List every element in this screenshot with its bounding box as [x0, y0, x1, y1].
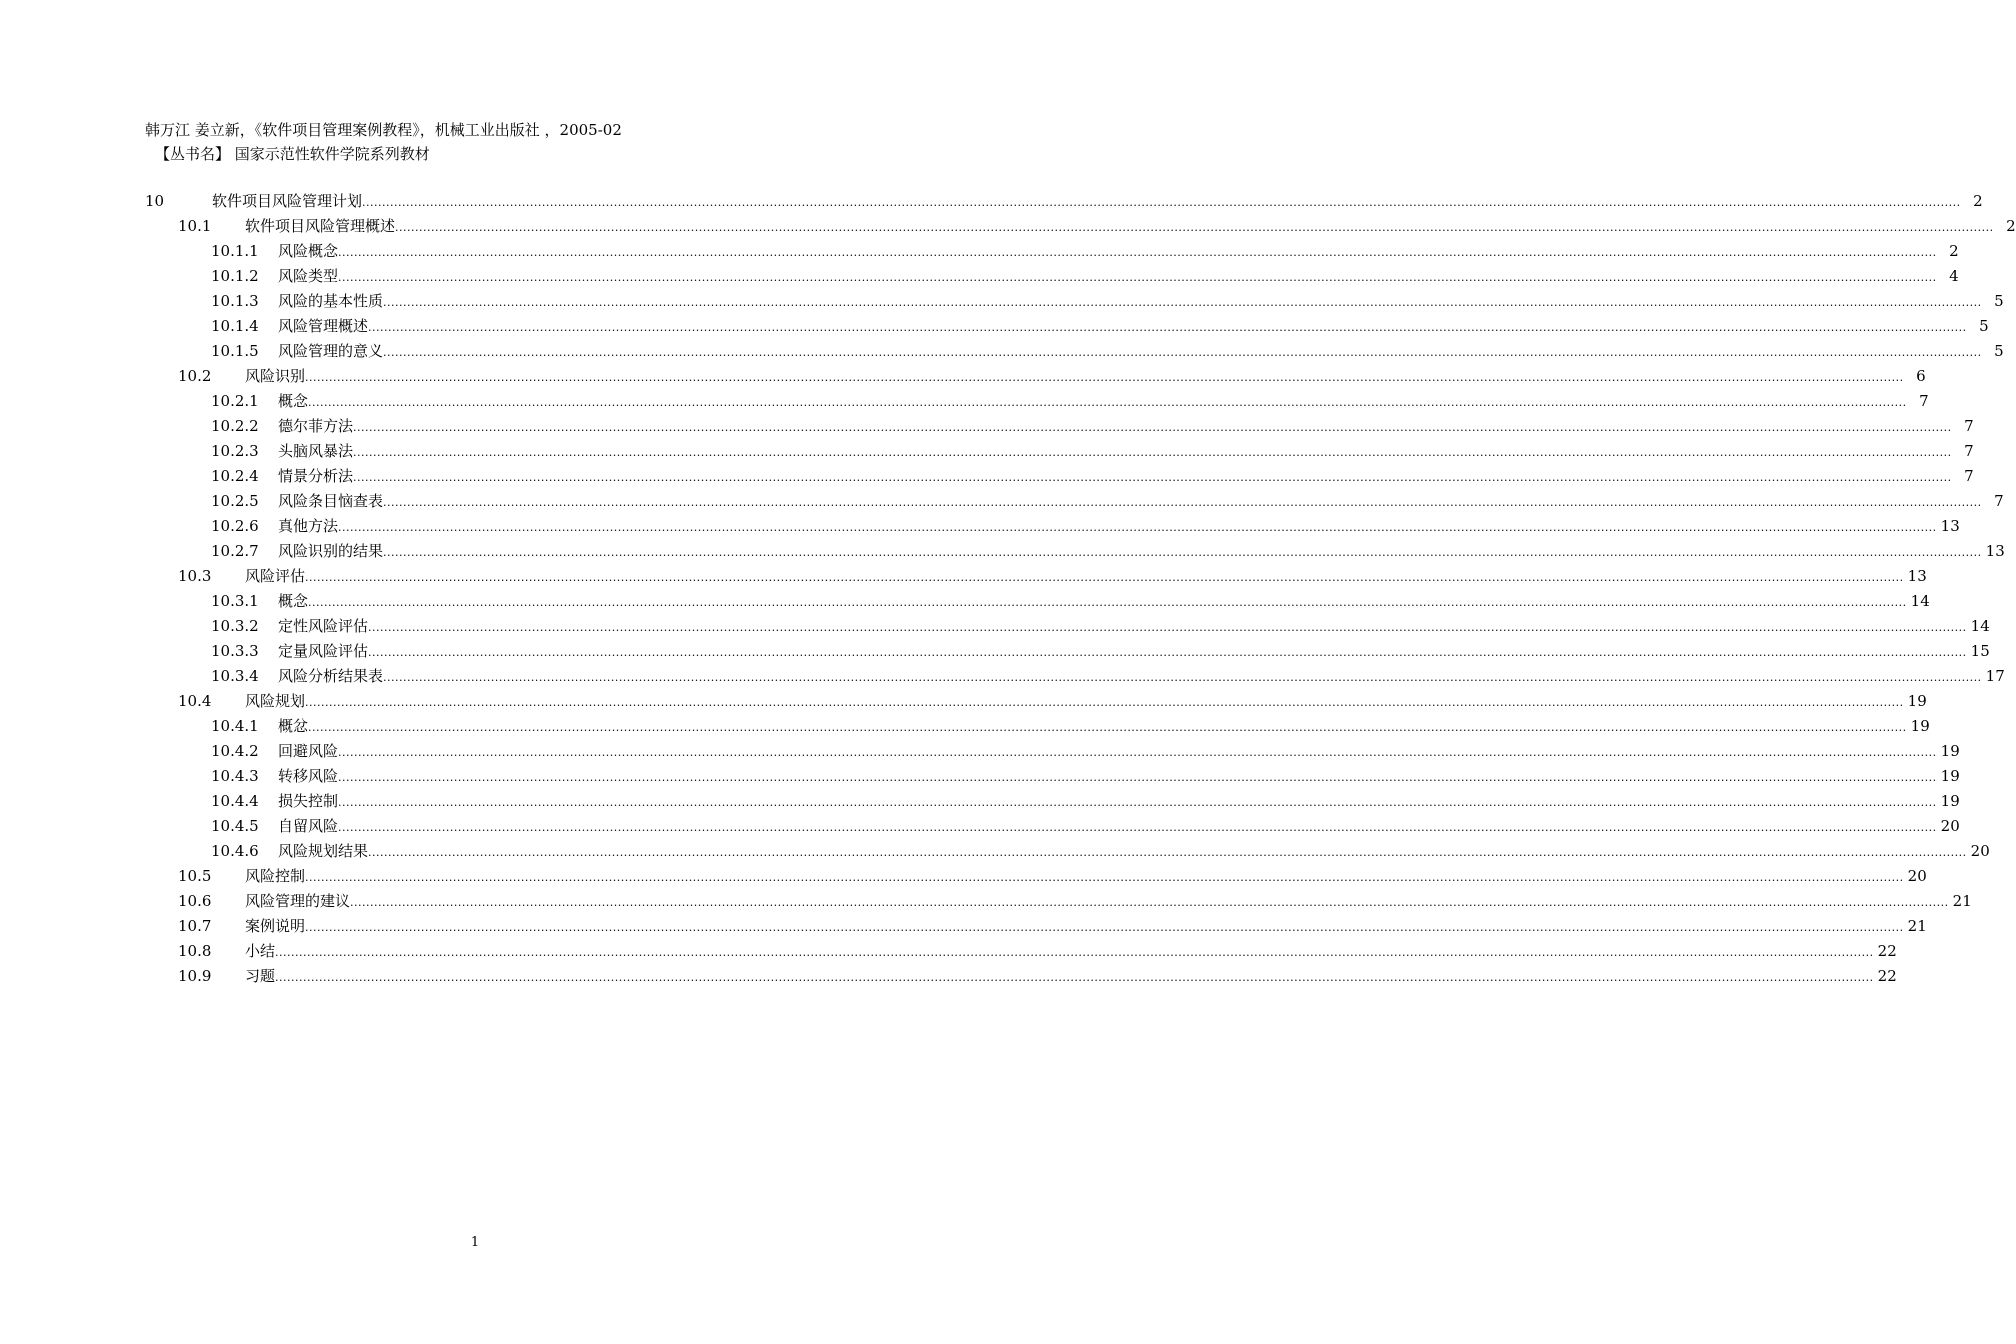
toc-entry[interactable] [145, 364, 1926, 389]
toc-entry[interactable] [145, 789, 1960, 814]
toc-entry-page: 7 [1994, 492, 2004, 510]
toc-entry[interactable] [145, 964, 1897, 989]
toc-entry-number: 10.7 [178, 917, 212, 935]
dot-leader: ................................................................................................................................................................................................................................................................................................................................................................................................................ [338, 271, 1937, 284]
series-line: 【丛书名】 国家示范性软件学院系列教材 [155, 145, 430, 163]
toc-entry-title: 自留风险 [278, 817, 339, 835]
toc-entry-page: 6 [1916, 367, 1926, 385]
toc-entry-number: 10.9 [178, 967, 212, 985]
dot-leader: ................................................................................................................................................................................................................................................................................................................................................................................................................ [308, 396, 1907, 409]
toc-entry[interactable] [145, 589, 1930, 614]
toc-entry-page: 15 [1970, 642, 1990, 660]
toc-entry[interactable] [145, 739, 1960, 764]
toc-entry-number: 10.1.4 [211, 317, 259, 335]
toc-entry-title: 风险评估 [245, 567, 306, 585]
toc-entry-title: 风险条目恼查表 [278, 492, 384, 510]
toc-entry-title: 风险的基本性质 [278, 292, 384, 310]
toc-entry-page: 7 [1964, 467, 1974, 485]
toc-entry[interactable] [145, 689, 1927, 714]
toc-entry-title: 概忿 [278, 717, 309, 735]
toc-entry-page: 14 [1910, 592, 1930, 610]
toc-entry-title: 风险管理概述 [278, 317, 369, 335]
toc-entry-page: 2 [1973, 192, 1983, 210]
toc-entry-number: 10.2.7 [211, 542, 259, 560]
dot-leader: ................................................................................................................................................................................................................................................................................................................................................................................................................ [338, 746, 1937, 759]
toc-entry[interactable] [145, 889, 1972, 914]
dot-leader: ................................................................................................................................................................................................................................................................................................................................................................................................................ [368, 646, 1967, 659]
toc-entry-number: 10.3.2 [211, 617, 259, 635]
toc-entry-number: 10.3.4 [211, 667, 259, 685]
toc-entry-page: 13 [1907, 567, 1927, 585]
toc-entry-page: 2 [2006, 217, 2016, 235]
document-header [145, 118, 622, 166]
table-of-contents [145, 189, 2016, 989]
toc-entry[interactable] [145, 214, 2016, 239]
toc-entry-number: 10.2.6 [211, 517, 259, 535]
toc-entry[interactable] [145, 714, 1930, 739]
toc-entry-number: 10.3.3 [211, 642, 259, 660]
toc-entry-number: 10.1.5 [211, 342, 259, 360]
toc-entry-title: 概念 [278, 592, 309, 610]
toc-entry-title: 风险规划结果 [278, 842, 369, 860]
toc-entry-title: 软件项目风险管理计划 [212, 192, 363, 210]
toc-entry-number: 10.1.1 [211, 242, 259, 260]
toc-entry-title: 风险管理的意义 [278, 342, 384, 360]
toc-entry-page: 19 [1940, 742, 1960, 760]
toc-entry-title: 损失控制 [278, 792, 339, 810]
dot-leader: ................................................................................................................................................................................................................................................................................................................................................................................................................ [383, 346, 1982, 359]
toc-entry[interactable] [145, 514, 1960, 539]
dot-leader: ................................................................................................................................................................................................................................................................................................................................................................................................................ [383, 546, 1982, 559]
toc-entry[interactable] [145, 864, 1927, 889]
toc-entry[interactable] [145, 664, 2005, 689]
toc-entry-page: 21 [1952, 892, 1972, 910]
toc-entry[interactable] [145, 489, 2004, 514]
toc-entry-title: 定量风险评估 [278, 642, 369, 660]
toc-entry-page: 2 [1949, 242, 1959, 260]
toc-entry-page: 21 [1907, 917, 1927, 935]
dot-leader: ................................................................................................................................................................................................................................................................................................................................................................................................................ [308, 596, 1907, 609]
dot-leader: ................................................................................................................................................................................................................................................................................................................................................................................................................ [353, 471, 1952, 484]
toc-entry-title: 回避风险 [278, 742, 339, 760]
toc-entry-page: 22 [1877, 942, 1897, 960]
toc-entry-number: 10.2.1 [211, 392, 259, 410]
toc-entry-number: 10.1.2 [211, 267, 259, 285]
toc-entry[interactable] [145, 314, 1989, 339]
dot-leader: ................................................................................................................................................................................................................................................................................................................................................................................................................ [338, 821, 1937, 834]
dot-leader: ................................................................................................................................................................................................................................................................................................................................................................................................................ [353, 421, 1952, 434]
toc-entry[interactable] [145, 439, 1974, 464]
toc-entry[interactable] [145, 389, 1929, 414]
toc-entry-title: 情景分析法 [278, 467, 354, 485]
dot-leader: ................................................................................................................................................................................................................................................................................................................................................................................................................ [353, 446, 1952, 459]
toc-entry-page: 7 [1919, 392, 1929, 410]
toc-entry-page: 20 [1970, 842, 1990, 860]
toc-entry-page: 5 [1994, 292, 2004, 310]
toc-entry-page: 19 [1910, 717, 1930, 735]
dot-leader: ................................................................................................................................................................................................................................................................................................................................................................................................................ [305, 921, 1904, 934]
toc-entry-number: 10.4.1 [211, 717, 259, 735]
toc-entry-number: 10.4.2 [211, 742, 259, 760]
toc-entry[interactable] [145, 814, 1960, 839]
dot-leader: ................................................................................................................................................................................................................................................................................................................................................................................................................ [338, 521, 1937, 534]
toc-entry[interactable] [145, 639, 1990, 664]
toc-entry-title: 风险管理的建议 [245, 892, 351, 910]
dot-leader: ................................................................................................................................................................................................................................................................................................................................................................................................................ [368, 846, 1967, 859]
toc-entry[interactable] [145, 764, 1960, 789]
toc-entry-page: 19 [1940, 792, 1960, 810]
toc-entry-page: 7 [1964, 442, 1974, 460]
toc-entry-page: 13 [1940, 517, 1960, 535]
toc-entry-title: 案例说明 [245, 917, 306, 935]
toc-entry-number: 10.2.3 [211, 442, 259, 460]
toc-entry-page: 19 [1907, 692, 1927, 710]
toc-entry[interactable] [145, 239, 1959, 264]
toc-entry-page: 5 [1994, 342, 2004, 360]
toc-entry-page: 20 [1907, 867, 1927, 885]
toc-entry-number: 10.1.3 [211, 292, 259, 310]
toc-entry-title: 风险控制 [245, 867, 306, 885]
toc-entry[interactable] [145, 414, 1974, 439]
toc-entry-number: 10.4.6 [211, 842, 259, 860]
toc-entry-title: 小结 [245, 942, 276, 960]
toc-entry-number: 10.4.3 [211, 767, 259, 785]
toc-entry-page: 14 [1970, 617, 1990, 635]
toc-entry-title: 定性风险评估 [278, 617, 369, 635]
toc-entry[interactable] [145, 839, 1990, 864]
dot-leader: ................................................................................................................................................................................................................................................................................................................................................................................................................ [383, 296, 1982, 309]
toc-entry-number: 10.8 [178, 942, 212, 960]
toc-entry-title: 风险规划 [245, 692, 306, 710]
toc-entry-page: 22 [1877, 967, 1897, 985]
dot-leader: ................................................................................................................................................................................................................................................................................................................................................................................................................ [305, 696, 1904, 709]
toc-entry-title: 概念 [278, 392, 309, 410]
toc-entry-number: 10.3 [178, 567, 212, 585]
toc-entry[interactable] [145, 564, 1927, 589]
dot-leader: ................................................................................................................................................................................................................................................................................................................................................................................................................ [368, 321, 1967, 334]
toc-entry-page: 19 [1940, 767, 1960, 785]
toc-entry-number: 10.1 [178, 217, 212, 235]
toc-entry-title: 风险识别的结果 [278, 542, 384, 560]
toc-entry-page: 13 [1985, 542, 2005, 560]
toc-entry[interactable] [145, 289, 2004, 314]
toc-entry-number: 10.4.5 [211, 817, 259, 835]
toc-entry-title: 风险类型 [278, 267, 339, 285]
toc-entry-title: 风险识别 [245, 367, 306, 385]
dot-leader: ................................................................................................................................................................................................................................................................................................................................................................................................................ [305, 571, 1904, 584]
toc-entry[interactable] [145, 539, 2005, 564]
toc-entry-page: 4 [1949, 267, 1959, 285]
toc-entry-title: 德尔菲方法 [278, 417, 354, 435]
toc-entry-number: 10.2 [178, 367, 212, 385]
toc-entry[interactable] [145, 339, 2004, 364]
toc-entry-title: 习题 [245, 967, 276, 985]
toc-entry-number: 10.2.5 [211, 492, 259, 510]
dot-leader: ................................................................................................................................................................................................................................................................................................................................................................................................................ [305, 371, 1904, 384]
toc-entry[interactable] [145, 614, 1990, 639]
toc-entry-title: 风险分析结果表 [278, 667, 384, 685]
dot-leader: ................................................................................................................................................................................................................................................................................................................................................................................................................ [383, 496, 1982, 509]
toc-entry[interactable] [145, 939, 1897, 964]
toc-entry-number: 10.2.4 [211, 467, 259, 485]
toc-entry-title: 真他方法 [278, 517, 339, 535]
toc-entry-number: 10.6 [178, 892, 212, 910]
toc-entry[interactable] [145, 464, 1974, 489]
toc-entry[interactable] [145, 264, 1959, 289]
toc-entry-page: 7 [1964, 417, 1974, 435]
toc-entry-title: 头脑风暴法 [278, 442, 354, 460]
toc-entry-page: 5 [1979, 317, 1989, 335]
dot-leader: ................................................................................................................................................................................................................................................................................................................................................................................................................ [305, 871, 1904, 884]
toc-entry-number: 10.4 [178, 692, 212, 710]
toc-entry-number: 10.5 [178, 867, 212, 885]
dot-leader: ................................................................................................................................................................................................................................................................................................................................................................................................................ [308, 721, 1907, 734]
dot-leader: ................................................................................................................................................................................................................................................................................................................................................................................................................ [383, 671, 1982, 684]
dot-leader: ................................................................................................................................................................................................................................................................................................................................................................................................................ [338, 796, 1937, 809]
dot-leader: ................................................................................................................................................................................................................................................................................................................................................................................................................ [338, 771, 1937, 784]
citation-line: 韩万江 姜立新，《软件项目管理案例教程》，机械工业出版社 ，2005-02 [145, 121, 622, 139]
dot-leader: ................................................................................................................................................................................................................................................................................................................................................................................................................ [395, 221, 1994, 234]
dot-leader: ................................................................................................................................................................................................................................................................................................................................................................................................................ [275, 946, 1874, 959]
dot-leader: ................................................................................................................................................................................................................................................................................................................................................................................................................ [350, 896, 1949, 909]
dot-leader: ................................................................................................................................................................................................................................................................................................................................................................................................................ [338, 246, 1937, 259]
dot-leader: ................................................................................................................................................................................................................................................................................................................................................................................................................ [275, 971, 1874, 984]
toc-entry-number: 10 [145, 192, 165, 210]
toc-entry[interactable] [145, 914, 1927, 939]
dot-leader: ................................................................................................................................................................................................................................................................................................................................................................................................................ [362, 196, 1961, 209]
toc-entry-number: 10.3.1 [211, 592, 259, 610]
toc-entry-number: 10.2.2 [211, 417, 259, 435]
toc-entry-title: 风险概念 [278, 242, 339, 260]
toc-entry-number: 10.4.4 [211, 792, 259, 810]
toc-entry-title: 软件项目风险管理概述 [245, 217, 396, 235]
toc-entry-title: 转移风险 [278, 767, 339, 785]
toc-entry-page: 20 [1940, 817, 1960, 835]
page-number: 1 [470, 1235, 480, 1250]
dot-leader: ................................................................................................................................................................................................................................................................................................................................................................................................................ [368, 621, 1967, 634]
toc-entry-page: 17 [1985, 667, 2005, 685]
toc-entry[interactable] [145, 189, 1983, 214]
